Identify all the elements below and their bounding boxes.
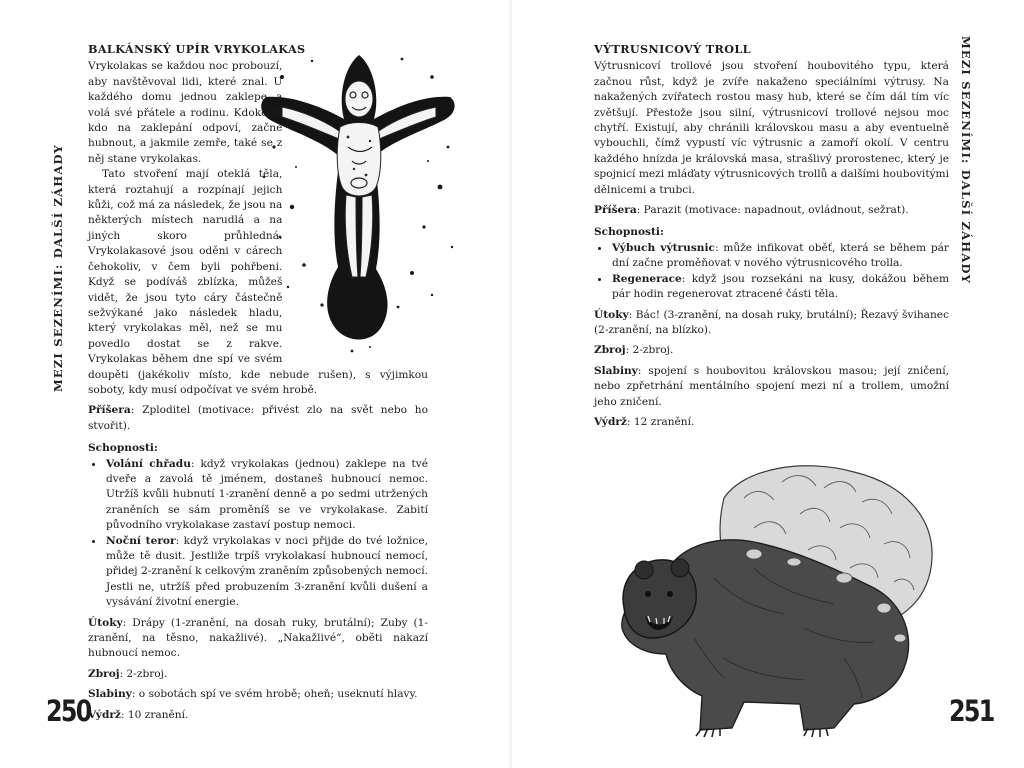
running-head-left: MEZI SEZENÍMI: DALŠÍ ZÁHADY: [51, 143, 65, 393]
vrykolakas-intro: Vrykolakas se každou noc probouzí, aby navštěvoval lidi, které znal. U každého domu jednou zaklepe a volá své přátele a rodinu. Kdokoliv, kdo na zaklepání odpoví, začne hubnout, a jakmile zemře, také se z něj stane vrykolakas.: [88, 60, 283, 165]
page-number-right: 251: [949, 694, 994, 728]
fungal-bear-illustration: [604, 458, 954, 738]
troll-armor: Zbroj: 2-zbroj.: [594, 344, 674, 357]
vrykolakas-attacks: Útoky: Drápy (1-zranění, na dosah ruky, brutální); Zuby (1-zranění, na těsno, nakažlivé). „Nakažlivé“, oběti nakazí hubnoucí nemoc.: [88, 616, 428, 660]
right-page: [512, 0, 1024, 768]
list-item: • Výbuch výtrusnic: může infikovat oběť, která se během pár dní začne proměňovat v nového výtrusnicového trolla.: [610, 241, 949, 272]
vampire-illustration: [252, 37, 466, 357]
vrykolakas-abilities-heading: Schopnosti:: [88, 442, 158, 455]
vrykolakas-harm-capacity: Výdrž: 10 zranění.: [88, 708, 189, 721]
right-article: [594, 42, 949, 430]
running-head-right: MEZI SEZENÍMI: DALŠÍ ZÁHADY: [959, 35, 973, 285]
vrykolakas-weaknesses: Slabiny: o sobotách spí ve svém hrobě; oheň; useknutí hlavy.: [88, 688, 418, 701]
troll-harm-capacity: Výdrž: 12 zranění.: [594, 415, 695, 428]
troll-intro: Výtrusnicoví trollové jsou stvoření houbovitého typu, která začnou růst, když je zvíře nakaženo speciálními výtrusy. Na nakažených zvířatech rostou masy hub, které se čím dál tím víc zvětšují. Přestože jsou silní, výtrusnicoví trollové nejsou moc chytří. Existují, aby chránili královskou masu a aby eventuelně vybouchli, čímž vypustí víc výtrusnic a zamoří okolí. V centru každého hnízda je královská masa, strašlivý prorostenec, který je spojnicí mezi mláďaty výtrusnicových trollů a dalšími houbovitými dělnicemi a trubci.: [594, 60, 949, 196]
troll-weaknesses: Slabiny: spojení s houbovitou královskou masou; její zničení, nebo zpřetrhání mentálního spojení mezi ní a trollem, umožní jeho zničení.: [594, 364, 949, 408]
troll-attacks: Útoky: Bác! (3-zranění, na dosah ruky, brutální); Řezavý švihanec (2-zranění, na blízko).: [594, 308, 949, 336]
troll-monster-type: Příšera: Parazit (motivace: napadnout, ovládnout, sežrat).: [594, 204, 909, 217]
list-item: • Noční teror: když vrykolakas v noci přijde do tvé ložnice, může tě dusit. Jestliže trpíš vrykolakasí hubnoucí nemocí, přidej 2-zranění k celkovým zraněním způsobených nemocí. Jestli ne, utržíš před probuzením 3-zranění kvůli dušení a vysávání životní energie.: [104, 534, 428, 611]
vrykolakas-abilities-list: [88, 457, 428, 611]
left-article: [88, 42, 428, 723]
list-item: • Volání chřadu: když vrykolakas (jednou) zaklepe na tvé dveře a zavolá tě jménem, dostaneš hubnoucí nemoc. Utržíš kvůli hubnutí 1-zranění denně a po sedmi utržených zraněních se sám proměníš se ve vrykolakase. Zabití původního vrykolakase zastaví postup nemoci.: [104, 457, 428, 534]
vrykolakas-monster-type: Příšera: Zploditel (motivace: přivést zlo na svět nebo ho stvořit).: [88, 404, 428, 432]
vrykolakas-armor: Zbroj: 2-zbroj.: [88, 667, 168, 680]
page-number-left: 250: [46, 694, 91, 728]
troll-title: VÝTRUSNICOVÝ TROLL: [594, 42, 751, 56]
vrykolakas-title: BALKÁNSKÝ UPÍR VRYKOLAKAS: [88, 42, 306, 56]
troll-abilities-list: [594, 241, 949, 303]
list-item: • Regenerace: když jsou rozsekáni na kusy, dokážou během pár hodin regenerovat ztracené části těla.: [610, 272, 949, 303]
troll-abilities-heading: Schopnosti:: [594, 226, 664, 239]
vrykolakas-description: Tato stvoření mají oteklá těla, která roztahují a rozpínají jejich kůži, což má za následek, že jsou na některých místech narudlá a na jiných skoro průhledná. Vrykolakasové jsou oděni v cárech čehokoliv, v čem byli pohřbeni. Když se podíváš zblízka, můžeš vidět, že jsou tyto cáry částečně sežvýkané jako následek hladu, který vrykolakas měl, než se mu povedlo dostat se z rakve. Vrykolakas během dne spí ve svém doupěti (jakékoliv místo, kde nebude rušen), s výjimkou soboty, kdy musí odpočívat ve svém hrobě.: [88, 168, 428, 396]
